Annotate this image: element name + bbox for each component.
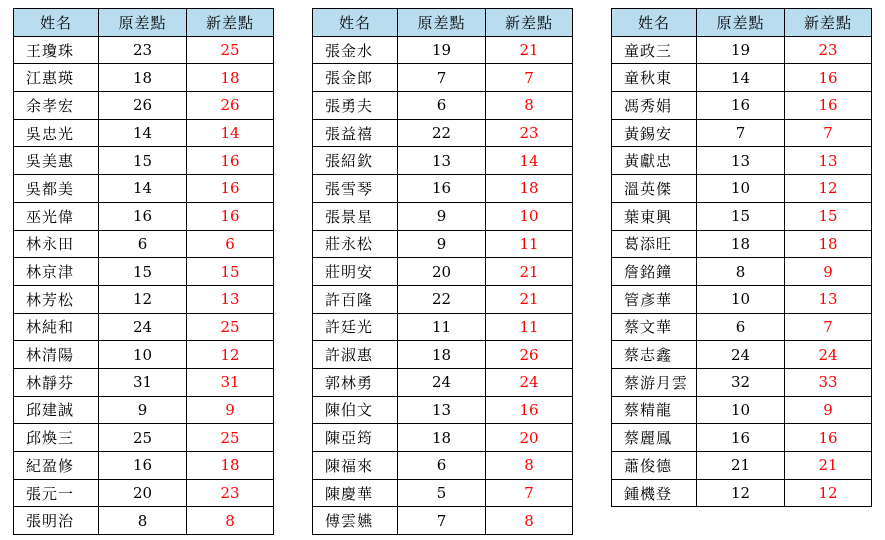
table-row: [612, 36, 872, 64]
new-cell: 21: [785, 452, 872, 480]
old-cell: 20: [99, 479, 187, 507]
new-cell: 12: [785, 479, 872, 507]
table-row: [313, 341, 573, 369]
new-cell: 11: [486, 230, 573, 258]
new-cell: 21: [486, 258, 573, 286]
new-cell: 11: [486, 313, 573, 341]
new-cell: 7: [785, 313, 872, 341]
table-row: [313, 258, 573, 286]
old-cell: 16: [398, 175, 486, 203]
old-cell: 14: [99, 175, 187, 203]
table-row: [612, 147, 872, 175]
new-cell: 23: [187, 479, 274, 507]
name-cell: 詹銘鐘: [612, 258, 697, 286]
old-cell: 15: [697, 202, 785, 230]
table-row: [612, 396, 872, 424]
old-cell: 10: [697, 175, 785, 203]
name-cell: 林京津: [14, 258, 99, 286]
new-cell: 13: [785, 285, 872, 313]
table-row: [612, 119, 872, 147]
old-cell: 18: [99, 64, 187, 92]
new-cell: 23: [486, 119, 573, 147]
old-cell: 11: [398, 313, 486, 341]
table-row: [313, 64, 573, 92]
old-cell: 22: [398, 119, 486, 147]
old-cell: 19: [398, 36, 486, 64]
old-cell: 9: [398, 202, 486, 230]
new-cell: 21: [486, 36, 573, 64]
old-cell: 13: [398, 147, 486, 175]
table-row: [612, 313, 872, 341]
header-new: 新差點: [187, 9, 274, 37]
old-cell: 8: [697, 258, 785, 286]
new-cell: 9: [785, 258, 872, 286]
new-cell: 18: [187, 452, 274, 480]
old-cell: 16: [99, 452, 187, 480]
old-cell: 14: [697, 64, 785, 92]
table-row: [612, 341, 872, 369]
old-cell: 25: [99, 424, 187, 452]
name-cell: 許廷光: [313, 313, 398, 341]
table-row: [313, 119, 573, 147]
table-row: [313, 396, 573, 424]
table-body: [313, 36, 573, 534]
new-cell: 12: [187, 341, 274, 369]
old-cell: 23: [99, 36, 187, 64]
table-row: [14, 147, 274, 175]
name-cell: 蔡文華: [612, 313, 697, 341]
header-original: 原差點: [99, 9, 187, 37]
name-cell: 陳伯文: [313, 396, 398, 424]
old-cell: 20: [398, 258, 486, 286]
table-row: [313, 285, 573, 313]
old-cell: 8: [99, 507, 187, 535]
new-cell: 14: [187, 119, 274, 147]
table-row: [313, 36, 573, 64]
table-row: [612, 258, 872, 286]
table-row: [14, 479, 274, 507]
old-cell: 13: [697, 147, 785, 175]
name-cell: 紀盈修: [14, 452, 99, 480]
table-row: [14, 341, 274, 369]
name-cell: 張益禧: [313, 119, 398, 147]
old-cell: 10: [99, 341, 187, 369]
name-cell: 巫光偉: [14, 202, 99, 230]
table-row: [313, 479, 573, 507]
old-cell: 9: [398, 230, 486, 258]
name-cell: 吳都美: [14, 175, 99, 203]
new-cell: 23: [785, 36, 872, 64]
name-cell: 張金水: [313, 36, 398, 64]
old-cell: 18: [398, 424, 486, 452]
table-row: [313, 230, 573, 258]
name-cell: 童秋東: [612, 64, 697, 92]
table-row: [313, 202, 573, 230]
name-cell: 邱建誠: [14, 396, 99, 424]
table-row: [14, 368, 274, 396]
name-cell: 余孝宏: [14, 92, 99, 120]
name-cell: 張金郎: [313, 64, 398, 92]
new-cell: 31: [187, 368, 274, 396]
old-cell: 6: [398, 452, 486, 480]
name-cell: 張勇夫: [313, 92, 398, 120]
old-cell: 10: [697, 396, 785, 424]
table-row: [313, 92, 573, 120]
new-cell: 25: [187, 424, 274, 452]
table-row: [14, 202, 274, 230]
old-cell: 18: [398, 341, 486, 369]
old-cell: 24: [99, 313, 187, 341]
old-cell: 7: [398, 64, 486, 92]
new-cell: 13: [785, 147, 872, 175]
old-cell: 21: [697, 452, 785, 480]
new-cell: 8: [486, 92, 573, 120]
old-cell: 16: [697, 424, 785, 452]
new-cell: 8: [187, 507, 274, 535]
table-row: [612, 424, 872, 452]
old-cell: 18: [697, 230, 785, 258]
table-row: [313, 147, 573, 175]
name-cell: 林純和: [14, 313, 99, 341]
old-cell: 15: [99, 258, 187, 286]
old-cell: 7: [697, 119, 785, 147]
old-cell: 26: [99, 92, 187, 120]
old-cell: 22: [398, 285, 486, 313]
table-row: [14, 285, 274, 313]
name-cell: 陳福來: [313, 452, 398, 480]
table-row: [612, 368, 872, 396]
old-cell: 6: [398, 92, 486, 120]
new-cell: 15: [187, 258, 274, 286]
table-body: [14, 36, 274, 534]
header-original: 原差點: [398, 9, 486, 37]
old-cell: 19: [697, 36, 785, 64]
table-row: [612, 92, 872, 120]
name-cell: 吳美惠: [14, 147, 99, 175]
old-cell: 9: [99, 396, 187, 424]
name-cell: 吳忠光: [14, 119, 99, 147]
new-cell: 25: [187, 313, 274, 341]
new-cell: 21: [486, 285, 573, 313]
table-row: [612, 175, 872, 203]
name-cell: 葉東興: [612, 202, 697, 230]
name-cell: 蔡麗鳳: [612, 424, 697, 452]
old-cell: 7: [398, 507, 486, 535]
table-row: [14, 175, 274, 203]
new-cell: 18: [187, 64, 274, 92]
table-row: [14, 452, 274, 480]
old-cell: 14: [99, 119, 187, 147]
score-table-2: [312, 8, 573, 535]
new-cell: 6: [187, 230, 274, 258]
header-name: 姓名: [14, 9, 99, 37]
old-cell: 24: [398, 368, 486, 396]
header-row: [313, 9, 573, 37]
new-cell: 16: [785, 92, 872, 120]
new-cell: 9: [785, 396, 872, 424]
new-cell: 16: [785, 424, 872, 452]
table-row: [612, 230, 872, 258]
name-cell: 溫英傑: [612, 175, 697, 203]
name-cell: 張雪琴: [313, 175, 398, 203]
new-cell: 20: [486, 424, 573, 452]
table-row: [612, 64, 872, 92]
new-cell: 18: [486, 175, 573, 203]
old-cell: 6: [697, 313, 785, 341]
name-cell: 林永田: [14, 230, 99, 258]
new-cell: 14: [486, 147, 573, 175]
table-row: [14, 92, 274, 120]
table-row: [612, 285, 872, 313]
old-cell: 16: [99, 202, 187, 230]
name-cell: 郭林勇: [313, 368, 398, 396]
name-cell: 莊永松: [313, 230, 398, 258]
new-cell: 12: [785, 175, 872, 203]
name-cell: 葛添旺: [612, 230, 697, 258]
name-cell: 張紹欽: [313, 147, 398, 175]
table-row: [313, 507, 573, 535]
name-cell: 管彥華: [612, 285, 697, 313]
new-cell: 25: [187, 36, 274, 64]
name-cell: 陳慶華: [313, 479, 398, 507]
new-cell: 24: [486, 368, 573, 396]
new-cell: 7: [486, 479, 573, 507]
old-cell: 32: [697, 368, 785, 396]
new-cell: 26: [187, 92, 274, 120]
name-cell: 張明治: [14, 507, 99, 535]
name-cell: 張元一: [14, 479, 99, 507]
name-cell: 張景星: [313, 202, 398, 230]
name-cell: 林芳松: [14, 285, 99, 313]
new-cell: 7: [486, 64, 573, 92]
old-cell: 6: [99, 230, 187, 258]
name-cell: 許淑惠: [313, 341, 398, 369]
new-cell: 10: [486, 202, 573, 230]
old-cell: 13: [398, 396, 486, 424]
name-cell: 鍾機登: [612, 479, 697, 507]
table-row: [313, 424, 573, 452]
new-cell: 8: [486, 507, 573, 535]
name-cell: 蔡志鑫: [612, 341, 697, 369]
name-cell: 王瓊珠: [14, 36, 99, 64]
old-cell: 24: [697, 341, 785, 369]
table-row: [313, 313, 573, 341]
header-row: [14, 9, 274, 37]
new-cell: 24: [785, 341, 872, 369]
header-name: 姓名: [313, 9, 398, 37]
new-cell: 16: [785, 64, 872, 92]
new-cell: 16: [486, 396, 573, 424]
table-row: [313, 368, 573, 396]
name-cell: 蕭俊德: [612, 452, 697, 480]
new-cell: 26: [486, 341, 573, 369]
header-new: 新差點: [486, 9, 573, 37]
table-row: [14, 424, 274, 452]
new-cell: 33: [785, 368, 872, 396]
table-body: [612, 36, 872, 507]
table-row: [612, 202, 872, 230]
score-table-1: [13, 8, 274, 535]
old-cell: 31: [99, 368, 187, 396]
old-cell: 5: [398, 479, 486, 507]
header-new: 新差點: [785, 9, 872, 37]
new-cell: 15: [785, 202, 872, 230]
header-original: 原差點: [697, 9, 785, 37]
new-cell: 9: [187, 396, 274, 424]
old-cell: 10: [697, 285, 785, 313]
table-row: [313, 452, 573, 480]
name-cell: 江惠瑛: [14, 64, 99, 92]
new-cell: 18: [785, 230, 872, 258]
header-name: 姓名: [612, 9, 697, 37]
table-row: [14, 64, 274, 92]
name-cell: 蔡游月雲: [612, 368, 697, 396]
old-cell: 12: [697, 479, 785, 507]
score-table-3: [611, 8, 872, 507]
name-cell: 傅雲嬿: [313, 507, 398, 535]
table-row: [14, 230, 274, 258]
name-cell: 邱煥三: [14, 424, 99, 452]
new-cell: 16: [187, 175, 274, 203]
name-cell: 許百隆: [313, 285, 398, 313]
table-row: [313, 175, 573, 203]
table-row: [14, 313, 274, 341]
table-row: [14, 396, 274, 424]
name-cell: 陳亞筠: [313, 424, 398, 452]
table-row: [612, 452, 872, 480]
old-cell: 16: [697, 92, 785, 120]
old-cell: 15: [99, 147, 187, 175]
name-cell: 黃獻忠: [612, 147, 697, 175]
table-row: [14, 507, 274, 535]
table-row: [14, 258, 274, 286]
table-row: [612, 479, 872, 507]
new-cell: 13: [187, 285, 274, 313]
new-cell: 8: [486, 452, 573, 480]
table-row: [14, 119, 274, 147]
new-cell: 16: [187, 147, 274, 175]
name-cell: 蔡精龍: [612, 396, 697, 424]
new-cell: 16: [187, 202, 274, 230]
new-cell: 7: [785, 119, 872, 147]
name-cell: 林靜芬: [14, 368, 99, 396]
name-cell: 童政三: [612, 36, 697, 64]
name-cell: 莊明安: [313, 258, 398, 286]
old-cell: 12: [99, 285, 187, 313]
header-row: [612, 9, 872, 37]
name-cell: 黃錫安: [612, 119, 697, 147]
name-cell: 馮秀娟: [612, 92, 697, 120]
table-row: [14, 36, 274, 64]
name-cell: 林清陽: [14, 341, 99, 369]
